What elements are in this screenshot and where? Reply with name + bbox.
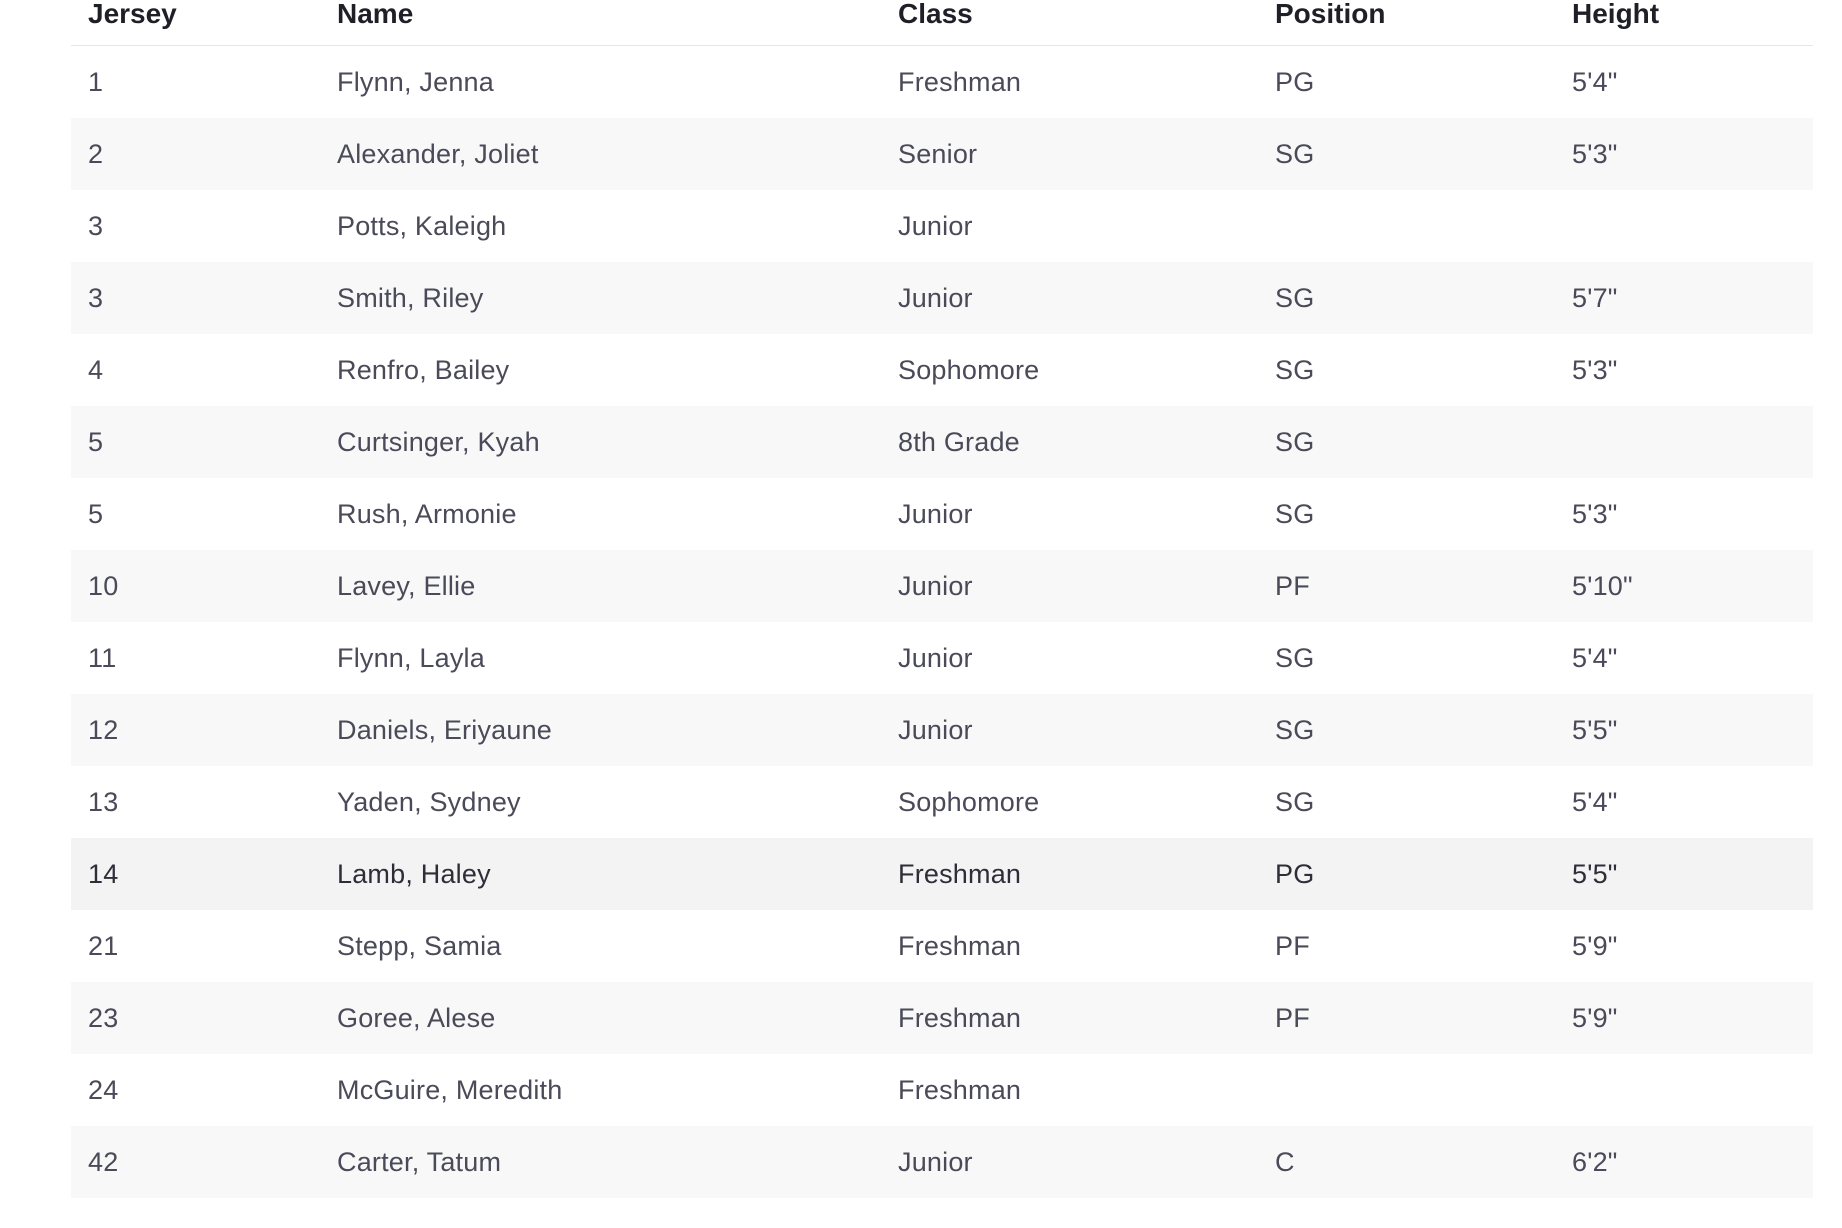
cell-position: SG	[1275, 642, 1315, 673]
cell-position: SG	[1258, 694, 1555, 766]
cell-height: 5'7"	[1555, 262, 1813, 334]
cell-class: Junior	[881, 262, 1258, 334]
cell-name: Lamb, Haley	[320, 838, 881, 910]
cell-position: SG	[1275, 354, 1315, 385]
cell-class: Freshman	[898, 930, 1022, 961]
cell-class: Junior	[898, 498, 973, 529]
cell-class: 8th Grade	[881, 406, 1258, 478]
cell-name: Rush, Armonie	[337, 498, 517, 529]
header-row	[71, 0, 1813, 46]
cell-height: 5'4"	[1572, 642, 1618, 673]
cell-class: Freshman	[881, 982, 1258, 1054]
cell-jersey: 5	[88, 498, 104, 529]
cell-height	[1555, 1054, 1813, 1126]
cell-jersey: 13	[88, 786, 119, 817]
cell-height: 5'4"	[1572, 66, 1618, 97]
cell-name: McGuire, Meredith	[337, 1074, 563, 1105]
cell-class: Sophomore	[898, 786, 1040, 817]
cell-name: Flynn, Jenna	[337, 66, 494, 97]
cell-name: Stepp, Samia	[337, 930, 502, 961]
cell-position: SG	[1258, 262, 1555, 334]
cell-jersey: 3	[88, 210, 104, 241]
cell-name: Flynn, Layla	[337, 642, 485, 673]
cell-name: Yaden, Sydney	[337, 786, 521, 817]
cell-height: 5'5"	[1555, 838, 1813, 910]
cell-jersey: 42	[71, 1126, 320, 1198]
cell-height: 5'9"	[1572, 930, 1618, 961]
table-row	[71, 550, 1813, 622]
cell-class: Freshman	[898, 1074, 1022, 1105]
cell-position: SG	[1275, 498, 1315, 529]
cell-class: Sophomore	[898, 354, 1040, 385]
cell-position: PF	[1258, 982, 1555, 1054]
cell-position: SG	[1275, 786, 1315, 817]
cell-jersey: 10	[71, 550, 320, 622]
cell-class: Junior	[881, 694, 1258, 766]
table-row	[71, 910, 1813, 982]
cell-class: Junior	[881, 550, 1258, 622]
table-row	[71, 694, 1813, 766]
cell-position: SG	[1258, 118, 1555, 190]
cell-height: 5'3"	[1555, 118, 1813, 190]
cell-class: Junior	[898, 642, 973, 673]
cell-jersey: 11	[88, 642, 117, 673]
cell-name: Alexander, Joliet	[320, 118, 881, 190]
table-row	[71, 478, 1813, 550]
cell-position	[1258, 190, 1555, 262]
roster-table-container	[71, 0, 1813, 1198]
cell-class: Junior	[881, 1126, 1258, 1198]
cell-height: 5'5"	[1555, 694, 1813, 766]
table-row	[71, 1054, 1813, 1126]
cell-height	[1555, 190, 1813, 262]
cell-position	[1258, 1054, 1555, 1126]
table-row	[71, 622, 1813, 694]
cell-jersey: 21	[88, 930, 119, 961]
column-header-class[interactable]: Class	[881, 0, 1258, 46]
table-row	[71, 46, 1813, 119]
cell-class: Senior	[881, 118, 1258, 190]
cell-height: 5'10"	[1555, 550, 1813, 622]
table-row	[71, 838, 1813, 910]
roster-table	[71, 0, 1813, 1198]
cell-position: PG	[1275, 66, 1315, 97]
cell-name: Daniels, Eriyaune	[320, 694, 881, 766]
table-row	[71, 982, 1813, 1054]
table-row	[71, 1126, 1813, 1198]
cell-jersey: 4	[88, 354, 104, 385]
cell-class: Freshman	[898, 66, 1022, 97]
table-row	[71, 190, 1813, 262]
cell-jersey: 23	[71, 982, 320, 1054]
cell-class: Junior	[898, 210, 973, 241]
cell-height: 6'2"	[1555, 1126, 1813, 1198]
cell-height: 5'3"	[1572, 498, 1618, 529]
cell-jersey: 12	[71, 694, 320, 766]
column-header-jersey[interactable]: Jersey	[71, 0, 320, 46]
cell-position: C	[1258, 1126, 1555, 1198]
cell-height: 5'4"	[1572, 786, 1618, 817]
cell-position: PG	[1258, 838, 1555, 910]
table-row	[71, 262, 1813, 334]
cell-height	[1555, 406, 1813, 478]
cell-jersey: 24	[88, 1074, 119, 1105]
cell-height: 5'9"	[1555, 982, 1813, 1054]
cell-class: Freshman	[881, 838, 1258, 910]
column-header-height[interactable]: Height	[1555, 0, 1813, 46]
cell-jersey: 3	[71, 262, 320, 334]
column-header-position[interactable]: Position	[1258, 0, 1555, 46]
cell-name: Renfro, Bailey	[337, 354, 510, 385]
cell-name: Goree, Alese	[320, 982, 881, 1054]
roster-table-header	[71, 0, 1813, 46]
cell-jersey: 1	[88, 66, 104, 97]
cell-height: 5'3"	[1572, 354, 1618, 385]
table-row	[71, 766, 1813, 838]
cell-position: SG	[1258, 406, 1555, 478]
cell-position: PF	[1258, 550, 1555, 622]
cell-jersey: 14	[71, 838, 320, 910]
cell-name: Smith, Riley	[320, 262, 881, 334]
cell-name: Curtsinger, Kyah	[320, 406, 881, 478]
cell-name: Lavey, Ellie	[320, 550, 881, 622]
cell-name: Carter, Tatum	[320, 1126, 881, 1198]
table-row	[71, 118, 1813, 190]
cell-jersey: 2	[71, 118, 320, 190]
table-row	[71, 334, 1813, 406]
cell-name: Potts, Kaleigh	[337, 210, 507, 241]
cell-jersey: 5	[71, 406, 320, 478]
roster-table-body	[71, 46, 1813, 1199]
column-header-name[interactable]: Name	[320, 0, 881, 46]
cell-position: PF	[1275, 930, 1310, 961]
table-row	[71, 406, 1813, 478]
